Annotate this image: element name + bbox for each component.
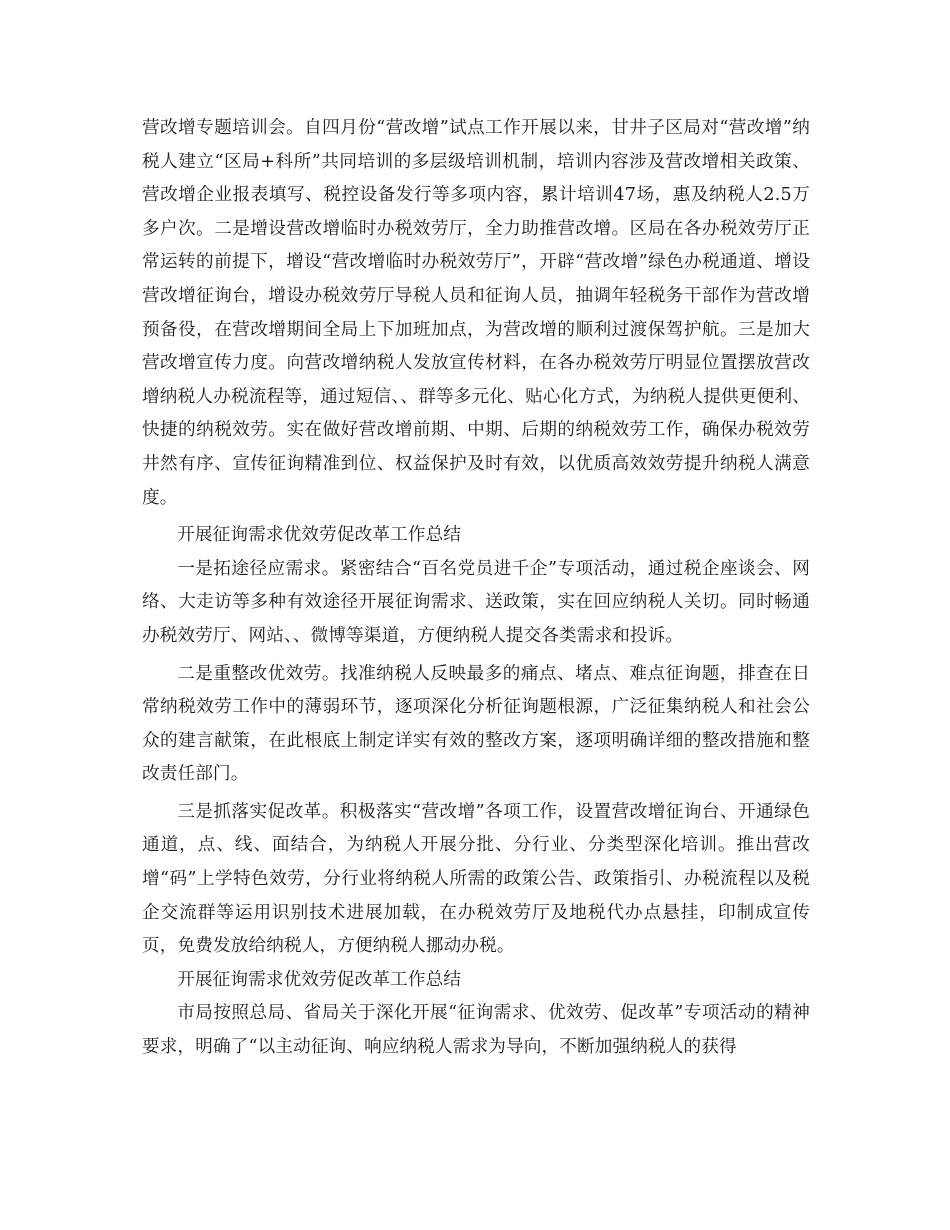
- body-paragraph-2: 一是拓途径应需求。紧密结合“百名党员进千企”专项活动，通过税企座谈会、网络、大走访等多种有效途径开展征询需求、送政策，实在回应纳税人关切。同时畅通办税效劳厅、网站、、微博等渠道，方便纳税人提交各类需求和投诉。: [142, 558, 810, 646]
- body-paragraph-1: 营改增专题培训会。自四月份“营改增”试点工作开展以来，甘井子区局对“营改增”纳税人建立“区局+科所”共同培训的多层级培训机制，培训内容涉及营改增相关政策、营改增企业报表填写、税控设备发行等多项内容，累计培训47场，惠及纳税人2.5万多户次。二是增设营改增临时办税效劳厅，全力助推营改增。区局在各办税效劳厅正常运转的前提下，增设“营改增临时办税效劳厅”，开辟“营改增”绿色办税通道、增设营改增征询台，增设办税效劳厅导税人员和征询人员，抽调年轻税务干部作为营改增预备役，在营改增期间全局上下加班加点，为营改增的顺利过渡保驾护航。三是加大营改增宣传力度。向营改增纳税人发放宣传材料，在各办税效劳厅明显位置摆放营改增纳税人办税流程等，通过短信、、群等多元化、贴心化方式，为纳税人提供更便利、快捷的纳税效劳。实在做好营改增前期、中期、后期的纳税效劳工作，确保办税效劳井然有序、宣传征询精准到位、权益保护及时有效，以优质高效效劳提升纳税人满意度。: [142, 118, 810, 508]
- body-paragraph-3: 二是重整改优效劳。找准纳税人反映最多的痛点、堵点、难点征询题，排查在日常纳税效劳工作中的薄弱环节，逐项深化分析征询题根源，广泛征集纳税人和社会公众的建言献策，在此根底上制定详实有效的整改方案，逐项明确详细的整改措施和整改责任部门。: [142, 663, 810, 785]
- section-heading-2: 开展征询需求优效劳促改革工作总结: [177, 969, 462, 990]
- section-heading-1: 开展征询需求优效劳促改革工作总结: [177, 525, 462, 546]
- body-paragraph-5: 市局按照总局、省局关于深化开展“征询需求、优效劳、促改革”专项活动的精神要求，明确了“以主动征询、响应纳税人需求为导向，不断加强纳税人的获得: [142, 1003, 810, 1058]
- document-page: [142, 112, 810, 1065]
- body-paragraph-4: 三是抓落实促改革。积极落实“营改增”各项工作，设置营改增征询台、开通绿色通道，点、线、面结合，为纳税人开展分批、分行业、分类型深化培训。推出营改增“码”上学特色效劳，分行业将纳税人所需的政策公告、政策指引、办税流程以及税企交流群等运用识别技术进展加载，在办税效劳厅及地税代办点悬挂，印制成宣传页，免费发放给纳税人，方便纳税人挪动办税。: [142, 801, 810, 957]
